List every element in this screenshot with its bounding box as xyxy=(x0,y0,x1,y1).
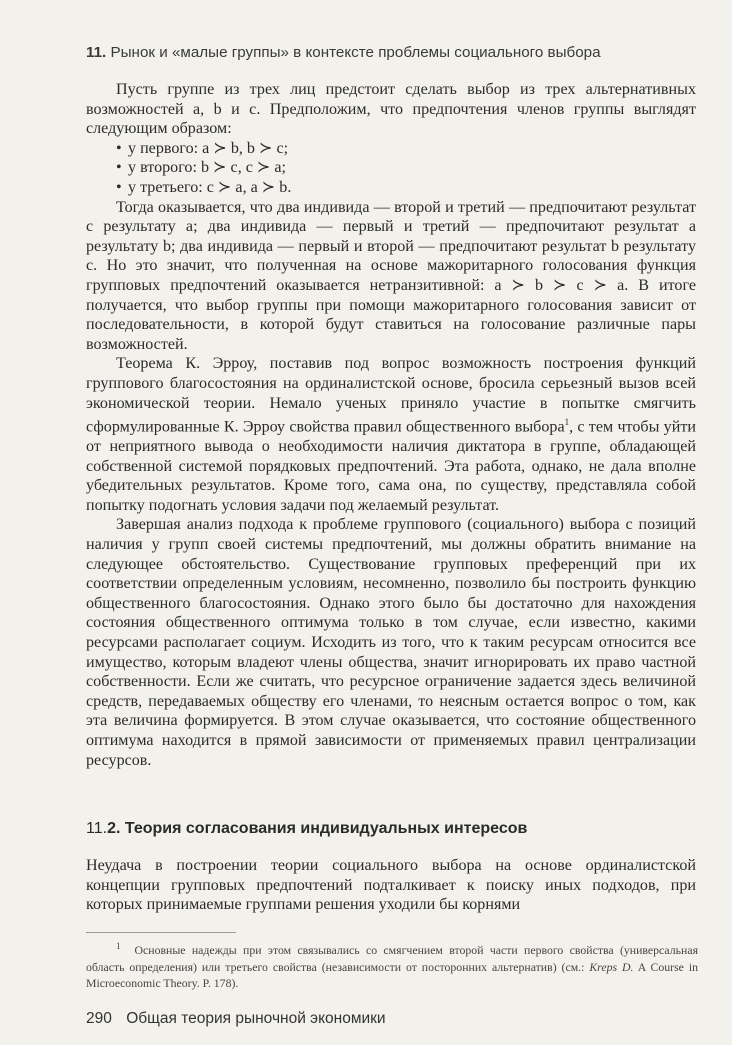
paragraph-3 xyxy=(86,354,696,515)
footnote-paragraph xyxy=(86,938,698,992)
footnote-text-b: A Course in Microeconomic Theory. P. 178). xyxy=(86,959,699,991)
list-item xyxy=(86,178,696,198)
chapter-title: Рынок и «малые группы» в контексте проблемы социального выбора xyxy=(110,44,601,61)
page-footer xyxy=(86,1010,706,1028)
footnote-mark: 1 xyxy=(116,941,121,951)
footnote-divider xyxy=(86,932,236,933)
section-number: 2. xyxy=(107,820,121,837)
footnote-text-a: Основные надежды при этом связывались со смягчением второй части первого свойства (универсальная область определения) или третьего свойства (независимости от посторонних альтернатив) (см.: xyxy=(86,942,698,974)
chapter-number: 11. xyxy=(86,44,107,61)
section-text xyxy=(86,856,696,915)
footnote-reference[interactable]: 1 xyxy=(564,417,570,428)
list-item-text: у второго: b ≻ c, c ≻ a; xyxy=(128,159,287,177)
main-text xyxy=(86,80,696,770)
section-number-chapter: 11. xyxy=(86,820,108,837)
preference-list xyxy=(86,139,696,198)
paragraph-3-part-b: , с тем чтобы уйти от неприятного вывода о необходимости наличия диктатора в группе, обладающей собственной системой порядковых предпочтений. Эта работа, однако, не дала вполне убедительных результатов. Кроме того, сама она, по существу, представляла собой попытку подогнать условия задачи под желаемый результат. xyxy=(86,418,696,514)
bullet-icon: • xyxy=(116,139,122,157)
bullet-icon: • xyxy=(116,159,122,177)
bullet-icon: • xyxy=(116,178,122,196)
list-item xyxy=(86,139,696,159)
paragraph-2: Тогда оказывается, что два индивида — второй и третий — предпочитают результат c результату a; два индивида — первый и третий — предпочитают результат a результату b; два индивида — первый и второй — предпочитают результат b результату c. Но это значит, что полученная на основе мажоритарного голосования функция групповых предпочтений оказывается нетранзитивной: a ≻ b ≻ c ≻ a. В итоге получается, что выбор группы при помощи мажоритарного голосования зависит от последовательности, в которой будут ставиться на голосование различные пары возможностей. xyxy=(86,198,696,353)
running-head xyxy=(86,44,706,61)
section-title: Теория согласования индивидуальных интересов xyxy=(124,820,528,837)
paragraph-3-part-a: Теорема К. Эрроу, поставив под вопрос возможность построения функций группового благосостояния на ординалистской основе, бросила серьезный вызов всей экономической теории. Немало ученых приняло участие в попытке смягчить сформулированные К. Эрроу свойства правил общественного выбора xyxy=(86,355,696,436)
book-title: Общая теория рыночной экономики xyxy=(126,1010,386,1027)
list-item-text: у первого: a ≻ b, b ≻ c; xyxy=(128,139,289,157)
list-item-text: у третьего: c ≻ a, a ≻ b. xyxy=(128,178,292,196)
footnote-author: Kreps D. xyxy=(589,959,634,974)
footnote xyxy=(86,938,698,992)
paragraph-4: Завершая анализ подхода к проблеме группового (социального) выбора с позиций наличия у групп своей системы предпочтений, мы должны обратить внимание на следующее обстоятельство. Существование групповых преференций при их соответствии определенным условиям, несомненно, позволило бы построить функцию общественного благосостояния. Однако этого было бы достаточно для нахождения состояния общественного оптимума только в том случае, если известно, какими ресурсами располагает социум. Исходить из того, что к таким ресурсам относится все имущество, которым владеют члены общества, значит игнорировать их право частной собственности. Если же считать, что ресурсное ограничение задается здесь величиной средств, передаваемых обществу его членами, то неясным остается вопрос о том, как эта величина формируется. В этом случае оказывается, что состояние общественного оптимума находится в прямой зависимости от применяемых правил централизации ресурсов. xyxy=(86,516,696,769)
section-paragraph: Неудача в построении теории социального выбора на основе ординалистской концепции групповых предпочтений подталкивает к поиску иных подходов, при которых принимаемые группами решения уходили бы корнями xyxy=(86,857,696,914)
page-number: 290 xyxy=(86,1010,112,1027)
section-heading xyxy=(86,820,706,838)
paragraph-1: Пусть группе из трех лиц предстоит сделать выбор из трех альтернативных возможностей a, b и c. Предположим, что предпочтения членов группы выглядят следующим образом: xyxy=(86,81,696,138)
list-item xyxy=(86,158,696,178)
